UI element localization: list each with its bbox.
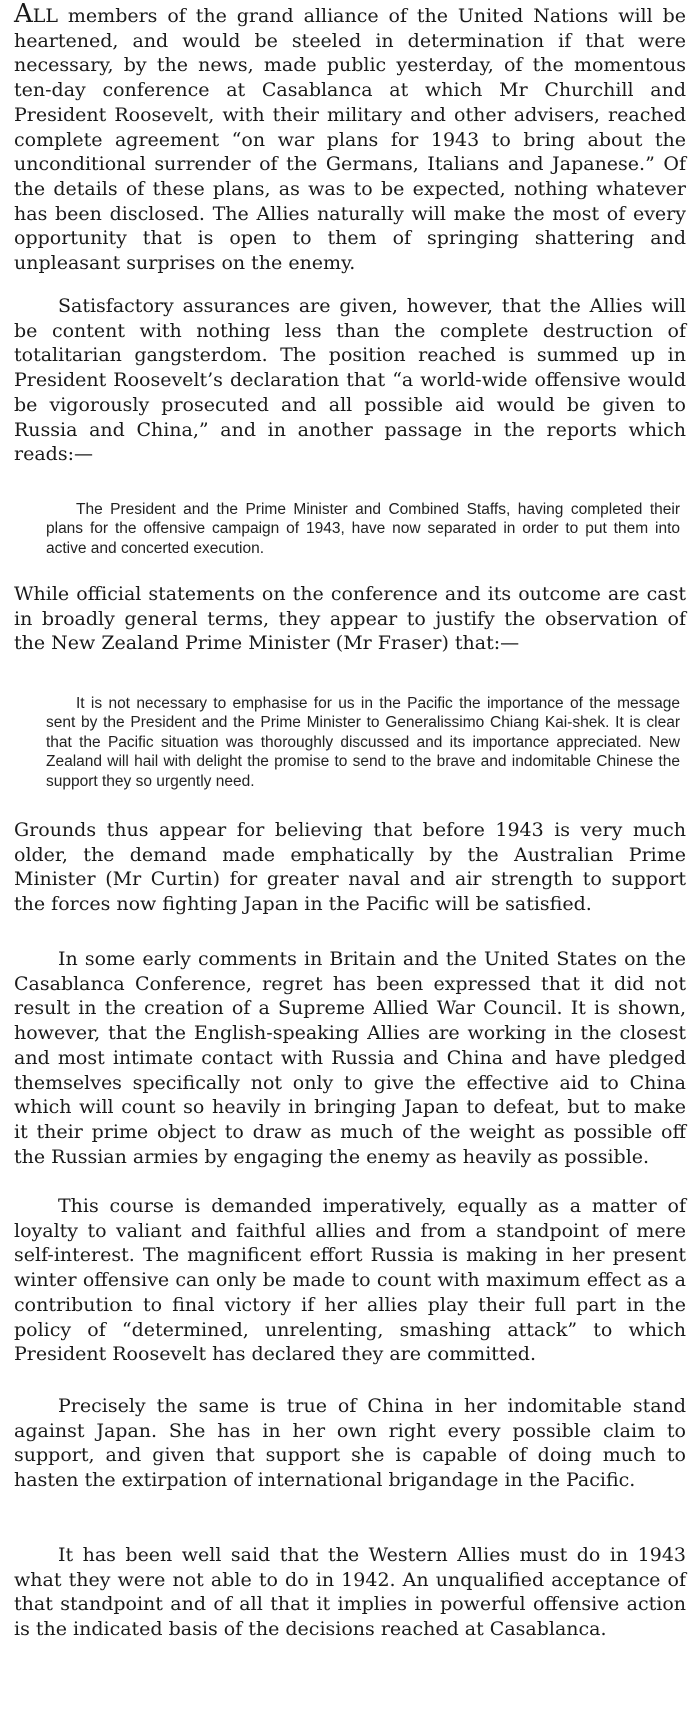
block-quote-2: It is not necessary to emphasise for us in the Pacific the importance of the message sent by the President and the Prime Minister to Generalissimo Chiang Kai-shek. It is clear that the Pacific situation was thoroughly discussed and its importance appreciated. New Zealand will hail with delight the promise to send to the brave and indomitable Chinese the support they so urgently need.: [46, 695, 680, 790]
paragraph-2: Satisfactory assurances are given, however, that the Allies will be content with nothing less than the complete destruction of totalitarian gangsterdom. The position reached is summed up in President Roosevelt’s declaration that “a world-wide offensive would be vigorously prosecuted and all possible aid would be given to Russia and China,” and in another passage in the reports which reads:—: [14, 295, 686, 466]
paragraph-7: Precisely the same is true of China in her indomitable stand against Japan. She has in her own right every possible claim to support, and given that support she is capable of doing much to hasten the extirpation of international brigandage in the Pacific.: [14, 1395, 686, 1492]
paragraph-3: While official statements on the conference and its outcome are cast in broadly general terms, they appear to justify the observation of the New Zealand Prime Minister (Mr Fraser) that:—: [14, 583, 686, 655]
paragraph-4: Grounds thus appear for believing that before 1943 is very much older, the demand made emphatically by the Australian Prime Minister (Mr Curtin) for greater naval and air strength to support the forces now fighting Japan in the Pacific will be satisfied.: [14, 819, 686, 916]
paragraph-1: ALL members of the grand alliance of the United Nations will be heartened, and would be steeled in determination if that were necessary, by the news, made public yesterday, of the momentous ten-day conference at Casablanca at which Mr Churchill and President Roosevelt, with their military and other advisers, reached complete agreement “on war plans for 1943 to bring about the unconditional surrender of the Germans, Italians and Japanese.” Of the details of these plans, as was to be expected, nothing whatever has been disclosed. The Allies naturally will make the most of every opportunity that is open to them of springing shattering and unpleasant surprises on the enemy.: [14, 0, 686, 275]
paragraph-6: This course is demanded imperatively, equally as a matter of loyalty to valiant and faithful allies and from a standpoint of mere self-interest. The magnificent effort Russia is making in her present winter offensive can only be made to count with maximum effect as a contribution to final victory if her allies play their full part in the policy of “determined, unrelenting, smashing attack” to which President Roosevelt has declared they are committed.: [14, 1195, 686, 1366]
paragraph-5: In some early comments in Britain and the United States on the Casablanca Conference, regret has been expressed that it did not result in the creation of a Supreme Allied War Council. It is shown, however, that the English-speaking Allies are working in the closest and most intimate contact with Russia and China and have pledged themselves specifically not only to give the effective aid to China which will count so heavily in bringing Japan to defeat, but to make it their prime object to draw as much of the weight as possible off the Russian armies by engaging the enemy as heavily as possible.: [14, 948, 686, 1168]
block-quote-1: The President and the Prime Minister and Combined Staffs, having completed their plans for the offensive campaign of 1943, have now separated in order to put them into active and concerted execution.: [46, 501, 680, 557]
paragraph-8: It has been well said that the Western Allies must do in 1943 what they were not able to do in 1942. An unqualified acceptance of that standpoint and of all that it implies in powerful offensive action is the indicated basis of the decisions reached at Casablanca.: [14, 1544, 686, 1641]
